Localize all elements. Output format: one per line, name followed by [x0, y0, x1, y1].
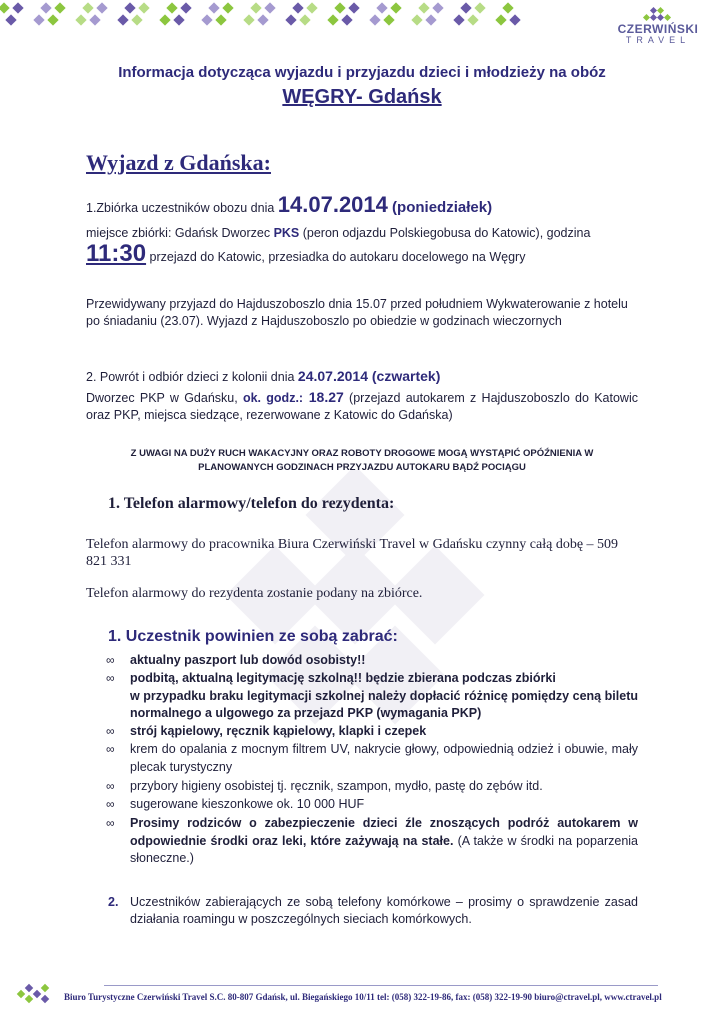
decorative-diamond: [40, 2, 51, 13]
list-item: [106, 670, 638, 723]
decorative-diamond: [96, 2, 107, 13]
delay-warning: Z UWAGI NA DUŻY RUCH WAKACYJNY ORAZ ROBOTY DROGOWE MOGĄ WYSTĄPIĆ OPÓŹNIENIA W PLANOWANYCH GODZINACH PRZYJAZDU AUTOKARU BĄDŹ POCIĄGU: [130, 448, 594, 473]
decorative-diamond: [285, 14, 296, 25]
return-time: 18.27: [303, 389, 344, 405]
list-item: [106, 796, 638, 814]
infinity-bullet-icon: ∞: [106, 653, 115, 667]
infinity-bullet-icon: ∞: [106, 742, 115, 756]
decorative-diamond: [124, 2, 135, 13]
meeting-place-prefix: miejsce zbiórki: Gdańsk Dworzec: [86, 226, 274, 240]
phone-heading: 1. Telefon alarmowy/telefon do rezydenta:: [108, 495, 395, 512]
meeting-place-pks: PKS: [273, 226, 300, 240]
decorative-diamond: [257, 14, 268, 25]
list-item: [106, 778, 638, 796]
list-item: [106, 652, 638, 670]
departure-day: (poniedziałek): [387, 199, 493, 216]
decorative-diamond: [306, 2, 317, 13]
decorative-diamond: [159, 14, 170, 25]
list-item: [106, 741, 638, 776]
phone-paragraph-1: Telefon alarmowy do pracownika Biura Czerwiński Travel w Gdańsku czynny całą dobę – 509 821 331: [86, 537, 619, 569]
departure-date-prefix: 1.Zbiórka uczestników obozu dnia: [86, 201, 278, 215]
decorative-diamond: [425, 14, 436, 25]
decorative-diamond: [215, 14, 226, 25]
decorative-diamond: [334, 2, 345, 13]
decorative-diamond: [453, 14, 464, 25]
decorative-diamond: [418, 2, 429, 13]
decorative-diamond: [47, 14, 58, 25]
decorative-diamond: [243, 14, 254, 25]
list-item-text: aktualny paszport lub dowód osobisty!!: [130, 653, 366, 667]
decorative-diamond: [460, 2, 471, 13]
departure-time: 11:30: [86, 240, 147, 267]
infinity-bullet-icon: ∞: [106, 671, 115, 685]
decorative-diamond: [117, 14, 128, 25]
list-item-text: krem do opalania z mocnym filtrem UV, nakrycie głowy, odpowiednią odzież i obuwie, mały plecak turystyczny: [130, 742, 638, 774]
document-subtitle: WĘGRY- Gdańsk: [282, 86, 442, 108]
departure-heading: Wyjazd z Gdańska:: [86, 150, 271, 175]
return-time-label: ok. godz.:: [242, 391, 304, 405]
list-item-text: strój kąpielowy, ręcznik kąpielowy, klapki i czepek: [130, 724, 427, 738]
list-item-text: podbitą, aktualną legitymację szkolną!! będzie zbierana podczas zbiórki: [130, 671, 556, 685]
decorative-diamond: [341, 14, 352, 25]
decorative-diamond: [0, 2, 10, 13]
decorative-diamond: [474, 2, 485, 13]
decorative-diamond: [208, 2, 219, 13]
decorative-diamond: [33, 14, 44, 25]
return-details-suffix: (przejazd autokarem z Hajduszoboszlo do Katowic oraz PKP, miejsca siedzące, rezerwowane z Katowic do Gdańska): [86, 391, 638, 422]
return-date-line: [86, 368, 646, 386]
decorative-diamond: [138, 2, 149, 13]
decorative-diamond: [264, 2, 275, 13]
infinity-bullet-icon: ∞: [106, 797, 115, 811]
decorative-diamond: [411, 14, 422, 25]
return-details: [86, 389, 638, 424]
decorative-diamond: [369, 14, 380, 25]
decorative-diamond: [509, 14, 520, 25]
decorative-diamond: [54, 2, 65, 13]
footer-divider: [104, 985, 658, 986]
return-date-prefix: 2. Powrót i odbiór dzieci z kolonii dnia: [86, 370, 298, 384]
decorative-diamond: [495, 14, 506, 25]
decorative-diamond: [131, 14, 142, 25]
departure-time-suffix: przejazd do Katowic, przesiadka do autokaru docelowego na Węgry: [146, 250, 526, 264]
logo-line-1: CZERWIŃSKI: [617, 22, 699, 36]
infinity-bullet-icon: ∞: [106, 779, 115, 793]
decorative-diamond: [376, 2, 387, 13]
roaming-note-text: Uczestników zabierających ze sobą telefony komórkowe – prosimy o sprawdzenie zasad działania roamingu w poszczególnych sieciach komórkowych.: [130, 895, 638, 926]
decorative-diamond: [383, 14, 394, 25]
return-day: (czwartek): [368, 368, 441, 384]
footer-logo-icon: [14, 982, 58, 1006]
decorative-diamond: [299, 14, 310, 25]
document-title: Informacja dotycząca wyjazdu i przyjazdu dzieci i młodzieży na obóz: [118, 64, 606, 81]
decorative-diamond: [5, 14, 16, 25]
list-item: [106, 723, 638, 741]
decorative-diamond: [166, 2, 177, 13]
list-item: [106, 815, 638, 868]
phone-paragraph-2: Telefon alarmowy do rezydenta zostanie podany na zbiórce.: [86, 586, 423, 601]
decorative-diamond: [75, 14, 86, 25]
roaming-note-number: 2.: [108, 895, 119, 909]
decorative-diamond: [201, 14, 212, 25]
list-item-text-continued: w przypadku braku legitymacji szkolnej należy dopłacić różnicę pomiędzy ceną biletu normalnego a ulgowego za przejazd PKP (wymagania PKP): [130, 688, 638, 720]
items-heading: 1. Uczestnik powinien ze sobą zabrać:: [108, 628, 398, 645]
departure-date-line: [86, 192, 646, 217]
decorative-diamond: [327, 14, 338, 25]
list-item-text: [130, 815, 638, 868]
list-item-text: sugerowane kieszonkowe ok. 10 000 HUF: [130, 797, 365, 811]
decorative-diamond: [89, 14, 100, 25]
decorative-diamond: [250, 2, 261, 13]
departure-date: 14.07.2014: [277, 192, 388, 217]
return-details-prefix: Dworzec PKP w Gdańsku,: [86, 391, 243, 405]
decorative-diamond: [12, 2, 23, 13]
decorative-diamond: [292, 2, 303, 13]
decorative-diamond: [180, 2, 191, 13]
decorative-diamond: [173, 14, 184, 25]
decorative-diamond: [82, 2, 93, 13]
footer-contact: Biuro Turystyczne Czerwiński Travel S.C. 80-807 Gdańsk, ul. Biegańskiego 10/11 tel: (058) 322-19-86, fax: (058) 322-19-90 biuro@ctravel.pl, www.ctravel.pl: [64, 992, 662, 1002]
logo-line-2: TRAVEL: [625, 35, 691, 45]
meeting-place-suffix: (peron odjazdu Polskiegobusa do Katowic), godzina: [299, 226, 591, 240]
infinity-bullet-icon: ∞: [106, 724, 115, 738]
decorative-diamond: [390, 2, 401, 13]
departure-time-line: [86, 240, 646, 267]
meeting-place-line: [86, 225, 646, 242]
roaming-note: [108, 894, 638, 928]
decorative-diamond: [467, 14, 478, 25]
arrival-paragraph: Przewidywany przyjazd do Hajduszoboszlo dnia 15.07 przed południem Wykwaterowanie z hotelu po śniadaniu (23.07). Wyjazd z Hajduszoboszlo po obiedzie w godzinach wieczornych: [86, 297, 628, 328]
infinity-bullet-icon: ∞: [106, 816, 115, 830]
parents-request-bold: Prosimy rodziców o zabezpieczenie dzieci źle znoszących podróż autokarem w odpowiednie środki oraz leki, które zażywają na stałe.: [130, 816, 638, 848]
company-logo-text: [606, 22, 710, 45]
return-date: 24.07.2014: [297, 368, 368, 384]
decorative-diamond: [502, 2, 513, 13]
list-item-text: przybory higieny osobistej tj. ręcznik, szampon, mydło, pastę do zębów itd.: [130, 779, 543, 793]
decorative-diamond: [348, 2, 359, 13]
decorative-diamond: [222, 2, 233, 13]
decorative-diamond: [432, 2, 443, 13]
parents-request-suffix: (A także w środki na poparzenia słoneczne.): [130, 833, 639, 865]
